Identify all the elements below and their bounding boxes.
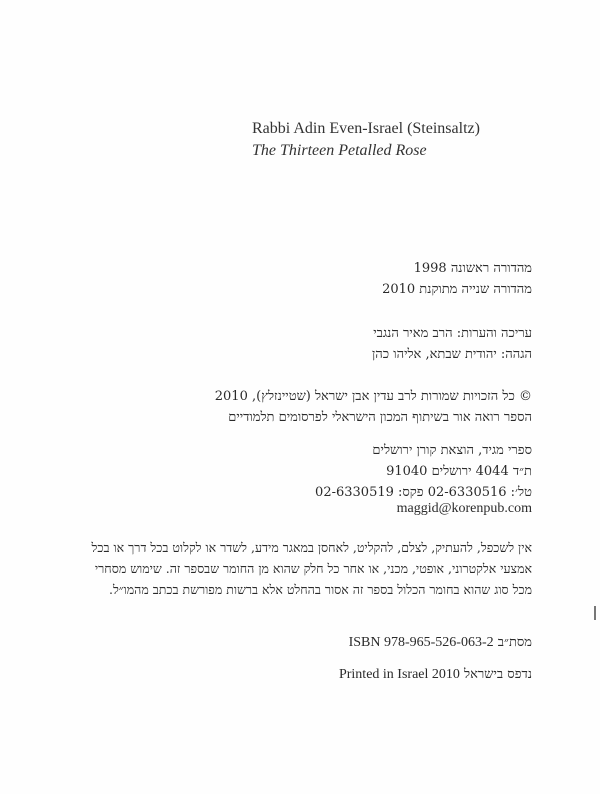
publisher-phone: טל׳: 02-6330516 פקס: 02-6330519 bbox=[315, 485, 532, 500]
printed-line bbox=[339, 666, 532, 683]
copyright-notice: © כל הזכויות שמורות לרב עדין אבן ישראל (שטיינזלץ), 2010 bbox=[214, 389, 532, 404]
book-title: The Thirteen Petalled Rose bbox=[252, 142, 427, 159]
first-edition: מהדורה ראשונה 1998 bbox=[413, 261, 532, 276]
edge-mark bbox=[594, 606, 596, 620]
legal-notice: אין לשכפל, להעתיק, לצלם, להקליט, לאחסן במאגר מידע, לשדר או לקלוט בכל דרך או בכל אמצעי אלקטרוני, אופטי, מכני, או אחר כל חלק שהוא מן החומר שבספר זה. שימוש מסחרי מכל סוג שהוא בחומר הכלול בספר זה אסור בהחלט אלא ברשות מפורשת בכתב מהמו״ל. bbox=[91, 540, 532, 597]
credits-block bbox=[372, 323, 532, 365]
author-name: Rabbi Adin Even-Israel (Steinsaltz) bbox=[252, 120, 480, 137]
copyright-block bbox=[215, 386, 532, 428]
proofreading-credit: הגהה: יהודית שבתא, אליהו כהן bbox=[371, 347, 532, 362]
cooperation-notice: הספר רואה אור בשיתוף המכון הישראלי לפרסומים תלמודיים bbox=[228, 410, 532, 425]
publisher-block bbox=[315, 440, 532, 503]
english-credit-block bbox=[252, 118, 532, 162]
isbn-line bbox=[349, 634, 532, 651]
publisher-address: ת״ד 4044 ירושלים 91040 bbox=[386, 464, 532, 479]
printed-english: Printed in Israel 2010 bbox=[338, 667, 460, 682]
isbn-number: ISBN 978-965-526-063-2 bbox=[348, 635, 494, 650]
editing-credit: עריכה והערות: הרב מאיר הנגבי bbox=[373, 326, 532, 341]
printed-hebrew: נדפס בישראל bbox=[464, 667, 532, 682]
editions-block bbox=[382, 258, 532, 300]
second-edition: מהדורה שנייה מתוקנת 2010 bbox=[382, 282, 532, 297]
publisher-name: ספרי מגיד, הוצאת קורן ירושלים bbox=[372, 443, 532, 458]
publisher-email[interactable]: maggid@korenpub.com bbox=[396, 501, 532, 516]
isbn-label: מסת״ב bbox=[497, 635, 532, 650]
